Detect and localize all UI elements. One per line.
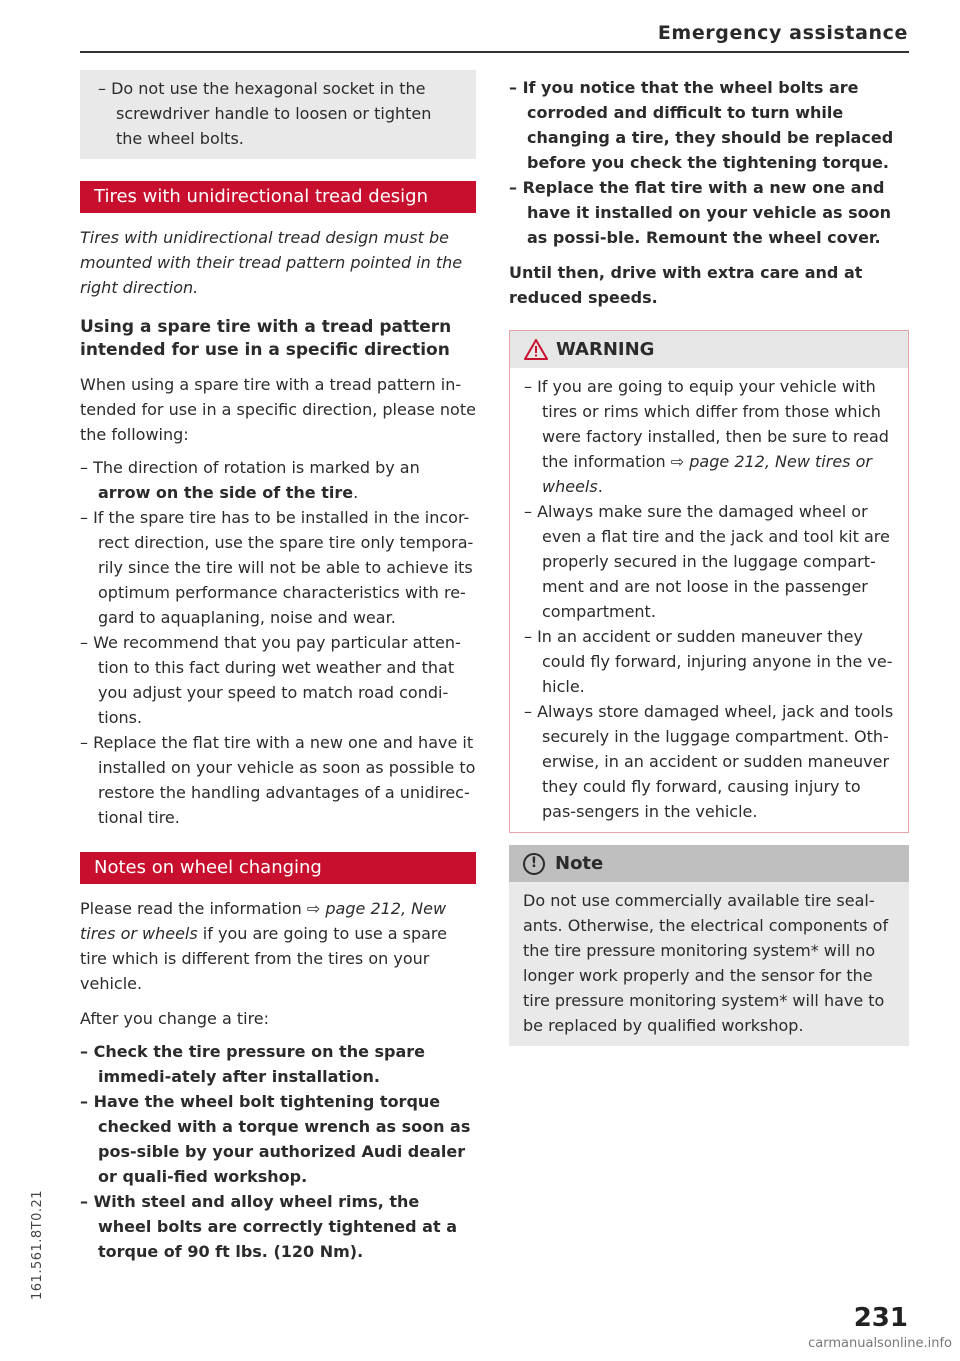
wheel-changing-para: [80, 896, 476, 996]
warning-item-accident: – In an accident or sudden maneuver they could fly forward, injuring anyone in the ve-hicle.: [524, 627, 893, 696]
warning-item-tires-end: .: [597, 477, 603, 496]
unidirectional-intro: Tires with unidirectional tread design must be mounted with their tread pattern pointed in the right direction.: [80, 228, 463, 297]
warning-item-tires-text: – If you are going to equip your vehicle with tires or rims which differ from those which were factory installed, then be sure to read the information: [524, 377, 889, 471]
wheel-changing-text-end: if you are going to use a spare tire which is different from the tires on your vehicle.: [80, 924, 447, 993]
section-heading-unidirectional: Tires with unidirectional tread design: [80, 181, 476, 213]
replace-remount-item: – Replace the flat tire with a new one and have it installed on your vehicle as soon as possi-ble. Remount the wheel cover.: [509, 178, 891, 247]
after-change-lead: After you change a tire:: [80, 1009, 270, 1028]
torque-value-item: – With steel and alloy wheel rims, the wheel bolts are correctly tightened at a torque of 90 ft lbs. (120 Nm).: [80, 1192, 457, 1261]
note-header: [509, 845, 909, 882]
warning-header: [510, 331, 908, 368]
rotation-arrow-item: [80, 455, 476, 505]
drive-carefully-note: Until then, drive with extra care and at reduced speeds.: [509, 263, 863, 307]
warning-title: WARNING: [556, 339, 655, 360]
incorrect-direction-item: – If the spare tire has to be installed in the incor-rect direction, use the spare tire only tempora-rily since the tire will not be able to achieve its optimum performance characteristics with re-gard to aquaplaning, noise and wear.: [80, 508, 474, 627]
document-code: 161.561.8T0.21: [30, 1189, 45, 1300]
header-divider: [80, 51, 909, 53]
note-info-icon: !: [523, 853, 545, 875]
spare-tire-subheading: Using a spare tire with a tread pattern intended for use in a specific direction: [80, 317, 452, 360]
warning-body: [510, 368, 908, 832]
rotation-arrow-text: – The direction of rotation is marked by an: [80, 458, 420, 477]
spare-tire-lead: When using a spare tire with a tread pattern in-tended for use in a specific direction, please note the following:: [80, 375, 476, 444]
note-box: [509, 845, 909, 1046]
warning-box: [509, 330, 909, 833]
check-pressure-item: – Check the tire pressure on the spare immedi-ately after installation.: [80, 1042, 426, 1086]
corroded-bolts-item: – If you notice that the wheel bolts are corroded and difficult to turn while changing a tire, they should be replaced before you check the tightening torque.: [509, 78, 894, 172]
tool-caution-box: [80, 70, 476, 159]
warning-page-reference-link[interactable]: ⇨ page 212, New tires or wheels: [542, 452, 872, 496]
replace-flat-item: – Replace the flat tire with a new one and have it installed on your vehicle as soon as possible to restore the handling advantages of a unidirec-tional tire.: [80, 733, 476, 827]
watermark: carmanualsonline.info: [808, 1336, 952, 1351]
page-number: 231: [853, 1303, 908, 1333]
note-body: [509, 882, 909, 1046]
rotation-arrow-emphasis: arrow on the side of the tire: [98, 483, 354, 502]
page-reference-link[interactable]: ⇨ page 212, New tires or wheels: [80, 899, 447, 943]
note-text: Do not use commercially available tire seal-ants. Otherwise, the electrical components of the tire pressure monitoring system* will no longer work properly and the sensor for the tire pressure monitoring system* will have to be replaced by qualified workshop.: [523, 891, 889, 1035]
warning-item-secure: – Always make sure the damaged wheel or even a flat tire and the jack and tool kit are properly secured in the luggage compart-ment and are not loose in the passenger compartment.: [524, 502, 890, 621]
torque-check-item: – Have the wheel bolt tightening torque checked with a torque wrench as soon as pos-sible by your authorized Audi dealer or quali-fied workshop.: [80, 1092, 471, 1186]
note-title: Note: [555, 853, 604, 874]
wheel-changing-text: Please read the information: [80, 899, 307, 918]
section-heading-wheel-changing: Notes on wheel changing: [80, 852, 476, 884]
warning-item-store: – Always store damaged wheel, jack and tools securely in the luggage compartment. Oth-erwise, in an accident or sudden maneuver they could fly forward, causing injury to pas-sengers in the vehicle.: [524, 702, 894, 821]
warning-triangle-icon: [524, 339, 548, 360]
socket-caution-item: – Do not use the hexagonal socket in the screwdriver handle to loosen or tighten the wheel bolts.: [98, 79, 432, 148]
page-section-title: Emergency assistance: [657, 22, 908, 44]
wet-weather-item: – We recommend that you pay particular atten-tion to this fact during wet weather and that you adjust your speed to match road condi-tions.: [80, 633, 461, 727]
right-column: [509, 75, 909, 1046]
warning-item-tires: [524, 374, 894, 499]
left-column: [80, 70, 476, 1264]
rotation-arrow-end: .: [353, 483, 359, 502]
